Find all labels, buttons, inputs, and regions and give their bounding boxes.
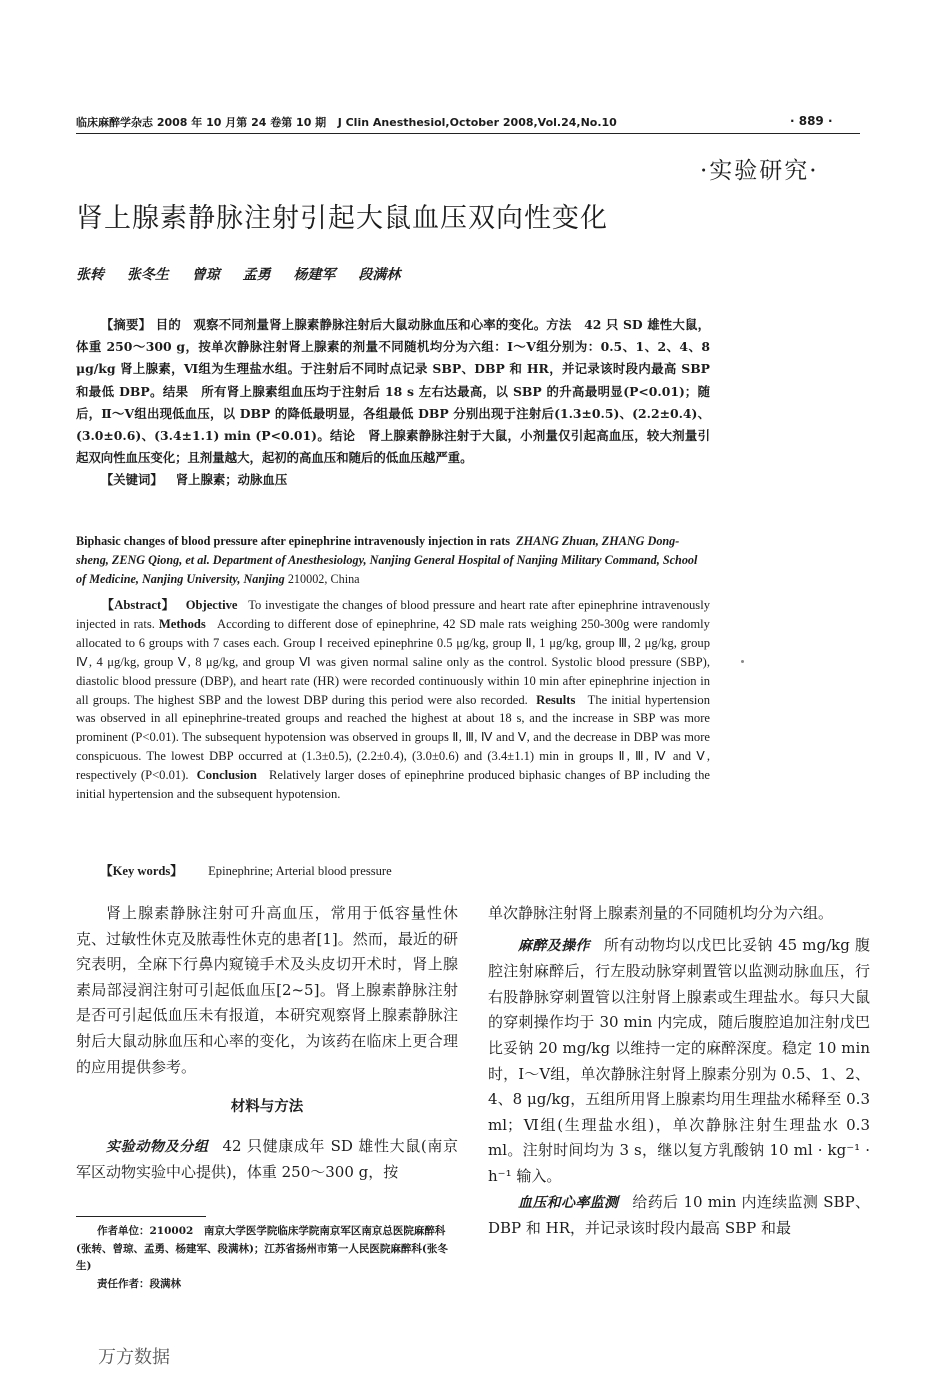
monitor-lead: 血压和心率监测 — [518, 1194, 619, 1211]
intro-paragraph: 肾上腺素静脉注射可升高血压，常用于低容量性休克、过敏性休克及脓毒性休克的患者[1]。然而，最近的研究表明，全麻下行鼻内窥镜手术及头皮切开术时，肾上腺素局部浸润注射可引起低血压[2~5]。肾上腺素静脉注射是否可引起低血压未有报道，本研究观察肾上腺素静脉注射后大鼠动脉血压和心率的变化，为该药在临床上更合理的应用提供参考。 — [76, 904, 458, 1076]
abstract-body: 目的 观察不同剂量肾上腺素静脉注射后大鼠动脉血压和心率的变化。方法 42 只 SD 雄性大鼠，体重 250～300 g，按单次静脉注射肾上腺素的剂量不同随机均分为六组：Ⅰ～Ⅴ组分别为：0.5、1、2、4、8 μg/kg 肾上腺素，Ⅵ组为生理盐水组。于注射后不同时点记录 SBP、DBP 和 HR，并记录该时段内最高 SBP 和最低 DBP。结果 所有肾上腺素组血压均于注射后 18 s 左右达最高，以 SBP 的升高最明显(P<0.01)；随后，Ⅱ～Ⅴ组出现低血压，以 DBP 的降低最明显，各组最低 DBP 分别出现于注射后(1.3±0.5)、(2.2±0.4)、(3.0±0.6)、(3.4±1.1) min (P<0.01)。结论 肾上腺素静脉注射于大鼠，小剂量仅引起高血压，较大剂量引起双向性血压变化；且剂量越大，起初的高血压和随后的低血压越严重。 — [76, 317, 710, 466]
english-title: Biphasic changes of blood pressure after epinephrine intravenously injection in rats — [76, 534, 511, 548]
monitor-text: 给药后 10 min 内连续监测 SBP、DBP 和 HR，并记录该时段内最高 SBP 和最 — [488, 1192, 871, 1238]
results-label: Results — [536, 692, 576, 707]
en-keywords-label: 【Key words】 — [100, 864, 183, 878]
animals-text: 42 只健康成年 SD 雄性大鼠(南京军区动物实验中心提供)，体重 250～300 g，按 — [76, 1136, 458, 1182]
article-title: 肾上腺素静脉注射引起大鼠血压双向性变化 — [76, 203, 608, 234]
running-head — [76, 114, 617, 130]
conclusion-text: Relatively larger doses of epinephrine produced biphasic changes of BP including the initial hypertension and the subsequent hypotension. — [76, 768, 711, 802]
abstract-label: 【摘要】 — [100, 317, 152, 332]
keywords: 肾上腺素；动脉血压 — [175, 472, 288, 488]
english-abstract — [76, 596, 710, 804]
english-authors-affiliation: ZHANG Zhuan, ZHANG Dong-sheng, ZENG Qiong, et al. Department of Anesthesiology, Nanjing General Hospital of Nanjing Military Command, School of Medicine, Nanjing University, Nanjing — [76, 534, 698, 586]
authors: 张转 张冬生 曾琼 孟勇 杨建军 段满林 — [76, 267, 401, 283]
header-rule — [76, 133, 860, 134]
continued-paragraph: 单次静脉注射肾上腺素剂量的不同随机均分为六组。 — [488, 904, 834, 922]
section-tag: ·实验研究· — [700, 158, 819, 184]
objective-text: To investigate the changes of blood pressure and heart rate after epinephrine intravenously injected in rats. — [76, 598, 711, 631]
footnote-rule — [76, 1216, 206, 1217]
en-keywords: Epinephrine; Arterial blood pressure — [208, 864, 392, 878]
results-text: The initial hypertension was observed in all epinephrine-treated groups and reached the highest at about 18 s, and the increase in SBP was more prominent (P<0.01). The subsequent hypotension was observed in groups Ⅱ, Ⅲ, Ⅳ and Ⅴ, and the decrease in DBP was more conspicuous. The lowest DBP occurred at (1.3±0.5), (2.2±0.4), (3.0±0.6) and (3.4±1.1) min in groups Ⅱ, Ⅲ, Ⅳ and Ⅴ, respectively (P<0.01). — [76, 692, 711, 783]
scan-speck — [741, 660, 744, 663]
journal-cn: 临床麻醉学杂志 2008 年 10 月第 24 卷第 10 期 — [76, 116, 327, 129]
body-column-left — [76, 901, 458, 1186]
objective-label: Objective — [185, 598, 238, 612]
en-abstract-label: 【Abstract】 — [101, 598, 175, 612]
english-title-block — [76, 532, 710, 589]
anesthesia-lead: 麻醉及操作 — [518, 937, 590, 954]
monitor-paragraph — [488, 1190, 870, 1242]
animals-paragraph — [76, 1134, 458, 1186]
english-keywords — [100, 860, 392, 879]
anesthesia-paragraph — [488, 933, 870, 1190]
journal-en: J Clin Anesthesiol,October 2008,Vol.24,No.10 — [337, 116, 617, 129]
footnote — [76, 1223, 458, 1293]
watermark: 万方数据 — [98, 1347, 170, 1368]
methods-label: Methods — [158, 616, 206, 631]
affiliation-note: 作者单位：210002 南京大学医学院临床学院南京军区南京总医院麻醉科(张转、曾琼、孟勇、杨建军、段满林)；江苏省扬州市第一人民医院麻醉科(张冬生) — [76, 1225, 448, 1273]
keywords-label: 【关键词】 — [100, 472, 163, 488]
conclusion-label: Conclusion — [196, 768, 257, 783]
methods-heading: 材料与方法 — [230, 1098, 304, 1116]
chinese-abstract — [76, 314, 710, 492]
page-number: · 889 · — [790, 114, 833, 128]
animals-lead: 实验动物及分组 — [106, 1138, 209, 1155]
corresponding-author: 责任作者：段满林 — [97, 1277, 181, 1290]
anesthesia-text: 所有动物均以戊巴比妥钠 45 mg/kg 腹腔注射麻醉后，行左股动脉穿刺置管以监测动脉血压，行右股静脉穿刺置管以注射肾上腺素或生理盐水。每只大鼠的穿刺操作均于 30 min 内完成，随后腹腔追加注射戊巴比妥钠 20 mg/kg 以维持一定的麻醉深度。稳定 10 min 时，Ⅰ～Ⅴ组，单次静脉注射肾上腺素分别为 0.5、1、2、4、8 μg/kg，五组所用肾上腺素均用生理盐水稀释至 0.3 ml；Ⅵ组(生理盐水组)，单次静脉注射生理盐水 0.3 ml。注射时间均为 3 s，继以复方乳酸钠 10 ml · kg⁻¹ · h⁻¹ 输入。 — [488, 935, 871, 1185]
postcode: 210002, China — [287, 572, 360, 586]
body-column-right — [488, 901, 870, 1242]
methods-text: According to different dose of epinephrine, 42 SD male rats weighing 250-300g were randomly allocated to 6 groups with 7 cases each. Group Ⅰ received epinephrine 0.5 μg/kg, group Ⅱ, 1 μg/kg, group Ⅲ, 2 μg/kg, group Ⅳ, 4 μg/kg, group Ⅴ, 8 μg/kg, and group Ⅵ was given normal saline only as the control. Systolic blood pressure (SBP), diastolic blood pressure (DBP), and heart rate (HR) were recorded continuously within 10 min after epinephrine injection in all groups. The highest SBP and the lowest DBP during this period were also recorded. — [76, 616, 710, 707]
